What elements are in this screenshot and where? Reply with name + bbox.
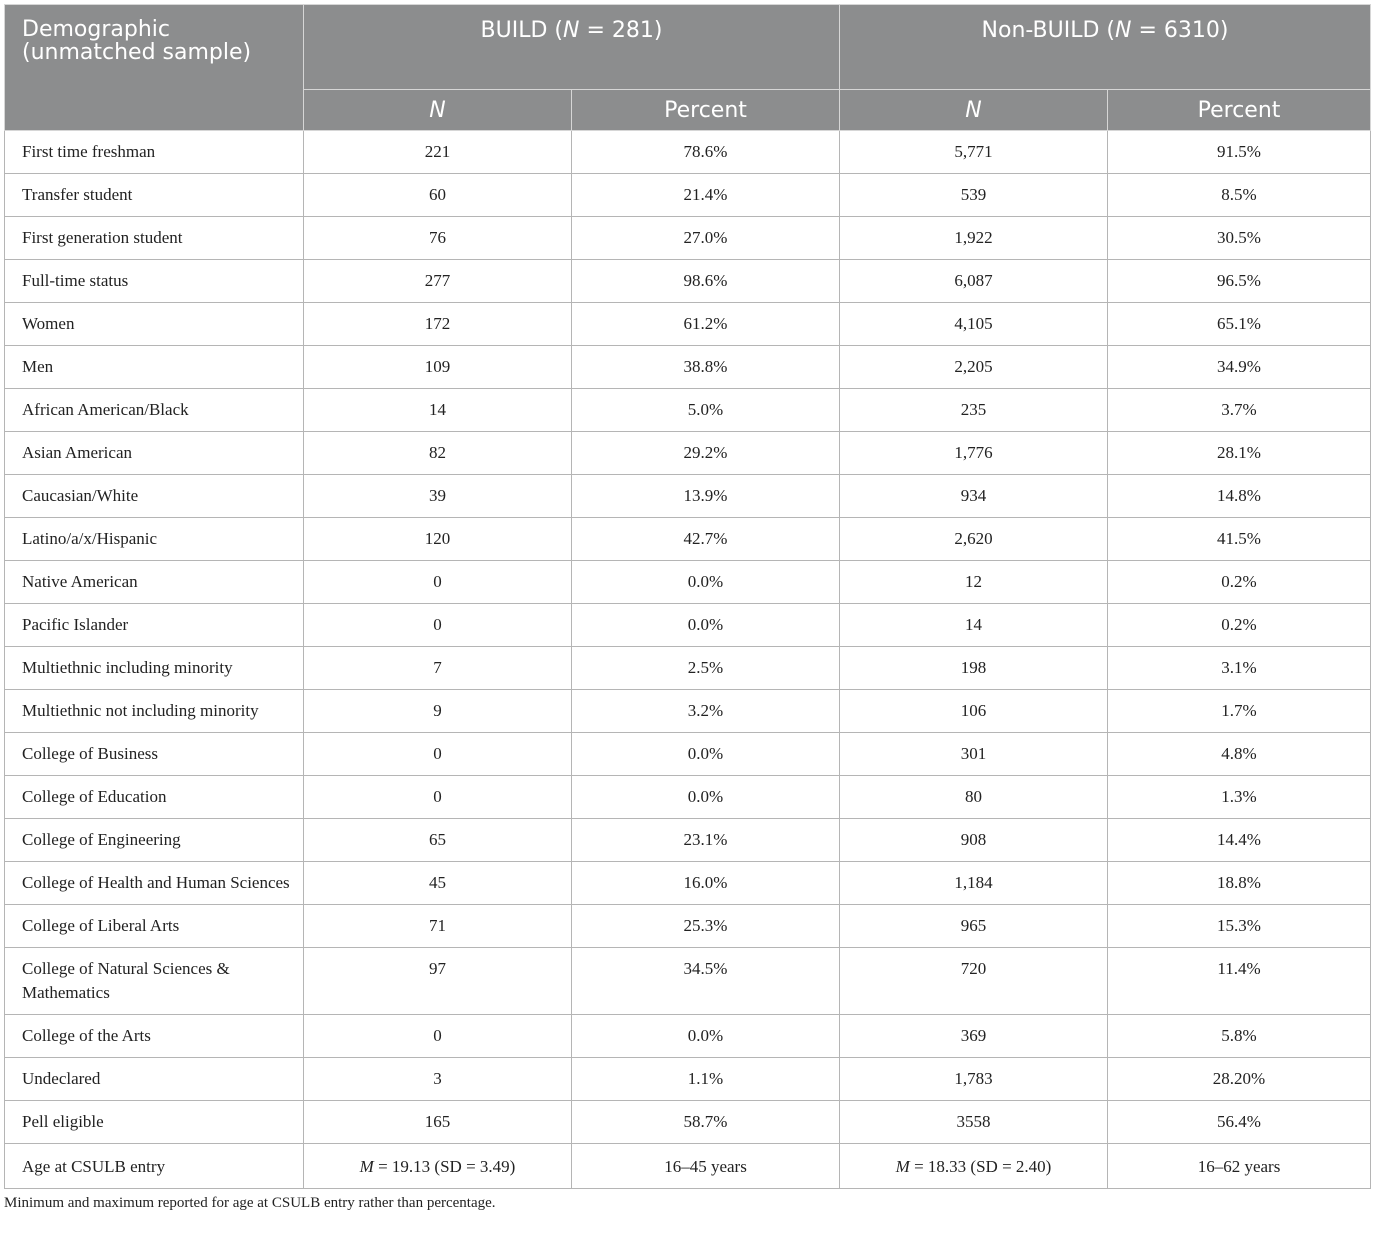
demographics-table: [4, 4, 1371, 1189]
table-row: [5, 819, 1371, 862]
nonbuild-n-cell: 3558: [840, 1101, 1108, 1144]
build-n-cell: 9: [304, 690, 572, 733]
table-row: [5, 1101, 1371, 1144]
nonbuild-group-header: [840, 5, 1371, 90]
nonbuild-percent-cell: 14.4%: [1108, 819, 1371, 862]
row-label: College of Natural Sciences & Mathematics: [5, 948, 304, 1015]
build-n-cell: 277: [304, 260, 572, 303]
nonbuild-percent-cell: 4.8%: [1108, 733, 1371, 776]
nonbuild-n-cell: 1,922: [840, 217, 1108, 260]
row-label: College of Liberal Arts: [5, 905, 304, 948]
nonbuild-header-n-symbol: N: [1115, 18, 1132, 43]
build-header-suffix: = 281): [579, 18, 663, 43]
build-n-cell: 0: [304, 1015, 572, 1058]
row-label: Pacific Islander: [5, 604, 304, 647]
row-label: Caucasian/White: [5, 475, 304, 518]
nonbuild-n-cell: 80: [840, 776, 1108, 819]
build-n-cell: 7: [304, 647, 572, 690]
nonbuild-age-range: 16–62 years: [1108, 1144, 1371, 1189]
nonbuild-percent-cell: 41.5%: [1108, 518, 1371, 561]
build-percent-cell: 21.4%: [572, 174, 840, 217]
build-percent-cell: 25.3%: [572, 905, 840, 948]
build-n-cell: 172: [304, 303, 572, 346]
row-label: First time freshman: [5, 131, 304, 174]
build-n-cell: 76: [304, 217, 572, 260]
nonbuild-n-cell: 301: [840, 733, 1108, 776]
nonbuild-percent-cell: 14.8%: [1108, 475, 1371, 518]
nonbuild-percent-header: Percent: [1108, 90, 1371, 131]
build-percent-header: Percent: [572, 90, 840, 131]
table-row: [5, 948, 1371, 1015]
table-row: [5, 733, 1371, 776]
table-row: [5, 303, 1371, 346]
table-header: [5, 5, 1371, 131]
build-n-cell: 14: [304, 389, 572, 432]
build-percent-cell: 78.6%: [572, 131, 840, 174]
build-percent-cell: 23.1%: [572, 819, 840, 862]
nonbuild-n-cell: 720: [840, 948, 1108, 1015]
nonbuild-percent-cell: 8.5%: [1108, 174, 1371, 217]
build-n-cell: 65: [304, 819, 572, 862]
row-label: Multiethnic including minority: [5, 647, 304, 690]
demographics-table-container: [4, 4, 1370, 1212]
table-row: [5, 217, 1371, 260]
nonbuild-header-suffix: = 6310): [1131, 18, 1229, 43]
table-row: [5, 647, 1371, 690]
build-percent-cell: 27.0%: [572, 217, 840, 260]
build-percent-cell: 1.1%: [572, 1058, 840, 1101]
nonbuild-n-cell: 4,105: [840, 303, 1108, 346]
nonbuild-percent-cell: 1.7%: [1108, 690, 1371, 733]
build-percent-cell: 34.5%: [572, 948, 840, 1015]
build-percent-cell: 13.9%: [572, 475, 840, 518]
table-row: [5, 475, 1371, 518]
table-footnote: Minimum and maximum reported for age at CSULB entry rather than percentage.: [4, 1195, 496, 1211]
build-n-header: [304, 90, 572, 131]
table-row: [5, 690, 1371, 733]
nonbuild-percent-cell: 30.5%: [1108, 217, 1371, 260]
nonbuild-n-cell: 1,783: [840, 1058, 1108, 1101]
build-n-cell: 0: [304, 776, 572, 819]
nonbuild-percent-cell: 91.5%: [1108, 131, 1371, 174]
build-percent-cell: 5.0%: [572, 389, 840, 432]
row-label: Undeclared: [5, 1058, 304, 1101]
nonbuild-percent-cell: 11.4%: [1108, 948, 1371, 1015]
nonbuild-header-prefix: Non-BUILD (: [981, 18, 1116, 43]
nonbuild-n-cell: 2,205: [840, 346, 1108, 389]
nonbuild-percent-cell: 3.7%: [1108, 389, 1371, 432]
nonbuild-n-cell: 908: [840, 819, 1108, 862]
row-label: Age at CSULB entry: [5, 1144, 304, 1189]
build-n-header-label: N: [429, 97, 446, 123]
nonbuild-n-cell: 6,087: [840, 260, 1108, 303]
row-label: Men: [5, 346, 304, 389]
build-header-n-symbol: N: [563, 18, 580, 43]
nonbuild-percent-cell: 3.1%: [1108, 647, 1371, 690]
nonbuild-n-cell: 1,776: [840, 432, 1108, 475]
row-label: First generation student: [5, 217, 304, 260]
nonbuild-n-cell: 235: [840, 389, 1108, 432]
nonbuild-percent-cell: 65.1%: [1108, 303, 1371, 346]
build-n-cell: 165: [304, 1101, 572, 1144]
table-row: [5, 604, 1371, 647]
row-label: Full-time status: [5, 260, 304, 303]
table-row: [5, 561, 1371, 604]
table-row: [5, 1015, 1371, 1058]
nonbuild-n-cell: 198: [840, 647, 1108, 690]
nonbuild-n-header: [840, 90, 1108, 131]
build-percent-cell: 3.2%: [572, 690, 840, 733]
row-label: Multiethnic not including minority: [5, 690, 304, 733]
build-percent-cell: 0.0%: [572, 561, 840, 604]
nonbuild-percent-cell: 15.3%: [1108, 905, 1371, 948]
nonbuild-n-cell: 965: [840, 905, 1108, 948]
table-row: [5, 131, 1371, 174]
table-row: [5, 1058, 1371, 1101]
build-mean-symbol: M: [359, 1157, 374, 1176]
row-label: African American/Black: [5, 389, 304, 432]
build-n-cell: 0: [304, 733, 572, 776]
build-percent-cell: 38.8%: [572, 346, 840, 389]
build-n-cell: 97: [304, 948, 572, 1015]
nonbuild-n-cell: 539: [840, 174, 1108, 217]
build-percent-cell: 16.0%: [572, 862, 840, 905]
build-n-cell: 39: [304, 475, 572, 518]
build-percent-cell: 0.0%: [572, 733, 840, 776]
table-row: [5, 174, 1371, 217]
nonbuild-n-cell: 106: [840, 690, 1108, 733]
build-group-header: [304, 5, 840, 90]
build-percent-cell: 0.0%: [572, 1015, 840, 1058]
nonbuild-n-cell: 1,184: [840, 862, 1108, 905]
build-percent-cell: 61.2%: [572, 303, 840, 346]
table-row-age: [5, 1144, 1371, 1189]
nonbuild-percent-cell: 96.5%: [1108, 260, 1371, 303]
row-label: College of Education: [5, 776, 304, 819]
nonbuild-n-header-label: N: [965, 97, 982, 123]
build-mean-value: = 19.13 (SD = 3.49): [373, 1157, 516, 1176]
table-row: [5, 776, 1371, 819]
table-row: [5, 389, 1371, 432]
table-row: [5, 862, 1371, 905]
nonbuild-n-cell: 369: [840, 1015, 1108, 1058]
nonbuild-age-mean: [840, 1144, 1108, 1189]
build-n-cell: 71: [304, 905, 572, 948]
table-row: [5, 260, 1371, 303]
nonbuild-n-cell: 934: [840, 475, 1108, 518]
build-n-cell: 3: [304, 1058, 572, 1101]
build-n-cell: 109: [304, 346, 572, 389]
build-age-mean: [304, 1144, 572, 1189]
nonbuild-percent-cell: 34.9%: [1108, 346, 1371, 389]
row-label: College of Business: [5, 733, 304, 776]
build-n-cell: 82: [304, 432, 572, 475]
build-percent-cell: 2.5%: [572, 647, 840, 690]
row-label: Women: [5, 303, 304, 346]
nonbuild-percent-cell: 28.20%: [1108, 1058, 1371, 1101]
nonbuild-percent-cell: 0.2%: [1108, 604, 1371, 647]
row-label: Latino/a/x/Hispanic: [5, 518, 304, 561]
row-label: Native American: [5, 561, 304, 604]
table-row: [5, 346, 1371, 389]
build-n-cell: 60: [304, 174, 572, 217]
nonbuild-n-cell: 14: [840, 604, 1108, 647]
build-percent-cell: 0.0%: [572, 776, 840, 819]
build-n-cell: 0: [304, 561, 572, 604]
nonbuild-percent-cell: 18.8%: [1108, 862, 1371, 905]
build-n-cell: 221: [304, 131, 572, 174]
table-row: [5, 518, 1371, 561]
build-percent-cell: 98.6%: [572, 260, 840, 303]
row-label: College of Engineering: [5, 819, 304, 862]
build-header-prefix: BUILD (: [480, 18, 563, 43]
row-label: Asian American: [5, 432, 304, 475]
build-n-cell: 45: [304, 862, 572, 905]
row-label: College of the Arts: [5, 1015, 304, 1058]
build-percent-cell: 0.0%: [572, 604, 840, 647]
nonbuild-percent-cell: 28.1%: [1108, 432, 1371, 475]
nonbuild-mean-symbol: M: [895, 1157, 910, 1176]
nonbuild-percent-cell: 5.8%: [1108, 1015, 1371, 1058]
row-label: Transfer student: [5, 174, 304, 217]
nonbuild-percent-cell: 0.2%: [1108, 561, 1371, 604]
row-label: College of Health and Human Sciences: [5, 862, 304, 905]
build-n-cell: 120: [304, 518, 572, 561]
nonbuild-n-cell: 12: [840, 561, 1108, 604]
table-row: [5, 432, 1371, 475]
table-row: [5, 905, 1371, 948]
nonbuild-percent-cell: 56.4%: [1108, 1101, 1371, 1144]
table-body: [5, 131, 1371, 1189]
row-label: Pell eligible: [5, 1101, 304, 1144]
nonbuild-n-cell: 2,620: [840, 518, 1108, 561]
build-percent-cell: 42.7%: [572, 518, 840, 561]
build-n-cell: 0: [304, 604, 572, 647]
build-age-range: 16–45 years: [572, 1144, 840, 1189]
build-percent-cell: 29.2%: [572, 432, 840, 475]
nonbuild-mean-value: = 18.33 (SD = 2.40): [909, 1157, 1052, 1176]
build-percent-cell: 58.7%: [572, 1101, 840, 1144]
nonbuild-percent-cell: 1.3%: [1108, 776, 1371, 819]
nonbuild-n-cell: 5,771: [840, 131, 1108, 174]
demographic-column-header: Demographic (unmatched sample): [5, 5, 304, 131]
